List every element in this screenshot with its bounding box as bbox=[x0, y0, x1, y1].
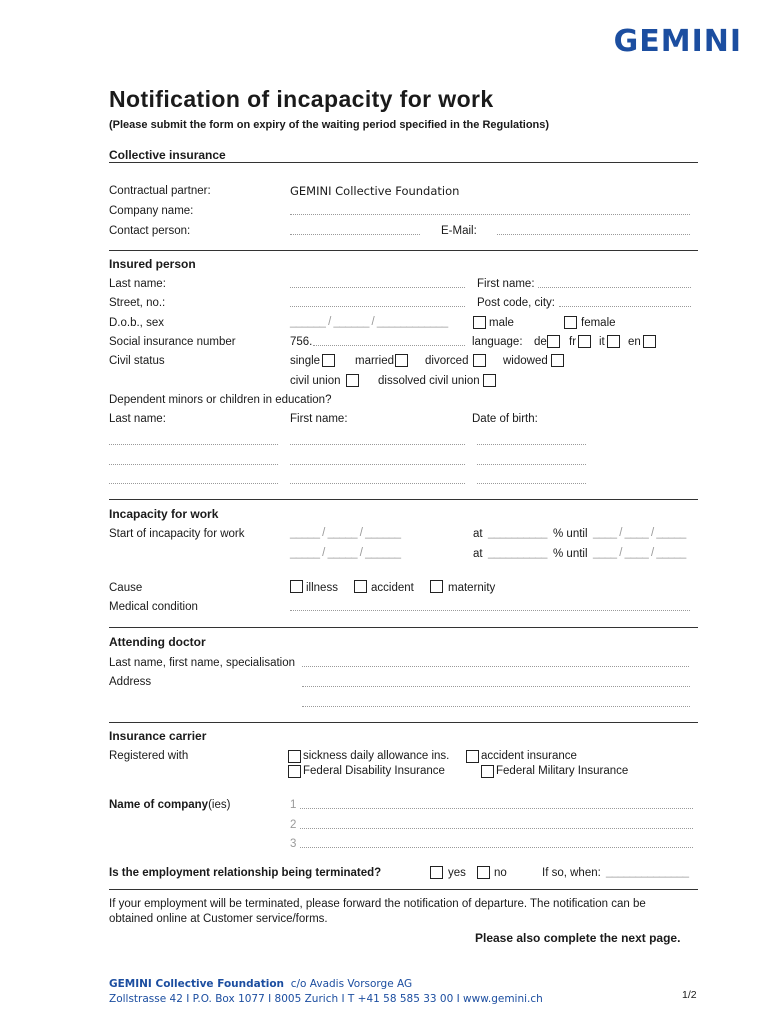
illness-checkbox[interactable] bbox=[290, 580, 303, 593]
section-insurance-carrier: Insurance carrier bbox=[109, 729, 207, 743]
section-incapacity-for-work: Incapacity for work bbox=[109, 507, 219, 521]
company-2-number: 2 bbox=[290, 819, 297, 831]
illness-label: illness bbox=[306, 582, 338, 594]
gemini-logo: GEMINI bbox=[613, 24, 742, 59]
section-divider bbox=[109, 250, 698, 251]
footer-address: Zollstrasse 42 I P.O. Box 1077 I 8005 Zurich I T +41 58 585 33 00 I www.gemini.ch bbox=[109, 993, 543, 1005]
lang-en-checkbox[interactable] bbox=[643, 335, 656, 348]
section-divider bbox=[109, 889, 698, 890]
footer-org-care-of: c/o Avadis Vorsorge AG bbox=[290, 978, 413, 990]
lang-fr-checkbox[interactable] bbox=[578, 335, 591, 348]
dependents-dob-label: Date of birth: bbox=[472, 413, 538, 425]
ssn-prefix: 756. bbox=[290, 336, 313, 348]
start-incapacity-label: Start of incapacity for work bbox=[109, 528, 245, 540]
section-collective-insurance: Collective insurance bbox=[109, 148, 226, 162]
federal-military-label: Federal Military Insurance bbox=[496, 765, 629, 777]
federal-disability-checkbox[interactable] bbox=[288, 765, 301, 778]
terminated-yes-checkbox[interactable] bbox=[430, 866, 443, 879]
footer-org-name: GEMINI Collective Foundation bbox=[109, 978, 285, 990]
last-name-field[interactable] bbox=[290, 287, 465, 288]
lang-de-checkbox[interactable] bbox=[547, 335, 560, 348]
dependents-last-name-label: Last name: bbox=[109, 413, 166, 425]
widowed-checkbox[interactable] bbox=[551, 354, 564, 367]
company-name-field[interactable] bbox=[290, 214, 690, 215]
section-divider bbox=[109, 499, 698, 500]
company-1-field[interactable] bbox=[300, 808, 693, 809]
company-3-number: 3 bbox=[290, 838, 297, 850]
first-name-field[interactable] bbox=[538, 287, 691, 288]
page-subtitle: (Please submit the form on expiry of the waiting period specified in the Regulations) bbox=[109, 119, 550, 131]
post-code-label: Post code, city: bbox=[477, 297, 555, 309]
dob-sex-label: D.o.b., sex bbox=[109, 317, 164, 329]
maternity-label: maternity bbox=[448, 582, 496, 594]
married-checkbox[interactable] bbox=[395, 354, 408, 367]
contact-person-label: Contact person: bbox=[109, 225, 191, 237]
doctor-address-field-1[interactable] bbox=[302, 686, 690, 687]
start-date-2-field[interactable]: _____ / _____ / ______ bbox=[290, 547, 401, 559]
terminated-no-checkbox[interactable] bbox=[477, 866, 490, 879]
at-label: at bbox=[473, 528, 483, 540]
doctor-address-field-2[interactable] bbox=[302, 706, 690, 707]
company-names-label-bold: Name of company bbox=[109, 799, 209, 811]
contractual-partner-label: Contractual partner: bbox=[109, 185, 211, 197]
medical-condition-label: Medical condition bbox=[109, 601, 198, 613]
lang-it-checkbox[interactable] bbox=[607, 335, 620, 348]
terminated-yes-label: yes bbox=[448, 867, 466, 879]
dependent-2-dob-field[interactable] bbox=[477, 464, 586, 465]
single-checkbox[interactable] bbox=[322, 354, 335, 367]
termination-info-text: If your employment will be terminated, please forward the notification of departure. The notification can be obtained online at Customer service/forms. bbox=[109, 898, 646, 925]
federal-disability-label: Federal Disability Insurance bbox=[303, 765, 445, 777]
lang-it-label: it bbox=[599, 336, 605, 348]
dependent-1-first-name-field[interactable] bbox=[290, 444, 465, 445]
lang-fr-label: fr bbox=[569, 336, 577, 348]
dependent-1-last-name-field[interactable] bbox=[109, 444, 278, 445]
lang-de-label: de bbox=[534, 336, 547, 348]
company-3-field[interactable] bbox=[300, 847, 693, 848]
first-name-label: First name: bbox=[477, 278, 535, 290]
sickness-allowance-checkbox[interactable] bbox=[288, 750, 301, 763]
single-label: single bbox=[290, 355, 321, 367]
male-label: male bbox=[489, 317, 514, 329]
accident-checkbox[interactable] bbox=[354, 580, 367, 593]
cause-label: Cause bbox=[109, 582, 143, 594]
divorced-label: divorced bbox=[425, 355, 469, 367]
dependents-first-name-label: First name: bbox=[290, 413, 348, 425]
percent-until-label: % until bbox=[553, 548, 588, 560]
divorced-checkbox[interactable] bbox=[473, 354, 486, 367]
accident-insurance-checkbox[interactable] bbox=[466, 750, 479, 763]
until-date-2-field[interactable]: ____ / ____ / _____ bbox=[593, 547, 686, 559]
lang-en-label: en bbox=[628, 336, 641, 348]
start-date-1-field[interactable]: _____ / _____ / ______ bbox=[290, 527, 401, 539]
street-label: Street, no.: bbox=[109, 297, 166, 309]
contact-person-field[interactable] bbox=[290, 234, 420, 235]
registered-with-label: Registered with bbox=[109, 750, 189, 762]
company-names-label-suffix: (ies) bbox=[208, 799, 231, 811]
sickness-allowance-label: sickness daily allowance ins. bbox=[303, 750, 450, 762]
terminated-no-label: no bbox=[494, 867, 507, 879]
last-name-label: Last name: bbox=[109, 278, 166, 290]
page-number: 1/2 bbox=[682, 989, 697, 1001]
termination-question: Is the employment relationship being terminated? bbox=[109, 867, 382, 879]
post-code-field[interactable] bbox=[559, 306, 691, 307]
dependent-3-dob-field[interactable] bbox=[477, 483, 586, 484]
at-percent-2-field[interactable]: __________ bbox=[488, 547, 547, 559]
at-percent-1-field[interactable]: __________ bbox=[488, 527, 547, 539]
maternity-checkbox[interactable] bbox=[430, 580, 443, 593]
street-field[interactable] bbox=[290, 306, 465, 307]
male-checkbox[interactable] bbox=[473, 316, 486, 329]
dissolved-union-label: dissolved civil union bbox=[378, 375, 480, 387]
dependent-1-dob-field[interactable] bbox=[477, 444, 586, 445]
percent-until-label: % until bbox=[553, 528, 588, 540]
dependents-question: Dependent minors or children in education? bbox=[109, 394, 332, 406]
footer-organization bbox=[109, 978, 412, 990]
dependent-3-first-name-field[interactable] bbox=[290, 483, 465, 484]
section-divider bbox=[109, 627, 698, 628]
dependent-3-last-name-field[interactable] bbox=[109, 483, 278, 484]
doctor-name-label: Last name, first name, specialisation bbox=[109, 657, 296, 669]
page-title: Notification of incapacity for work bbox=[109, 86, 494, 112]
language-label: language: bbox=[472, 336, 523, 348]
federal-military-checkbox[interactable] bbox=[481, 765, 494, 778]
civil-union-label: civil union bbox=[290, 375, 341, 387]
female-checkbox[interactable] bbox=[564, 316, 577, 329]
medical-condition-field[interactable] bbox=[290, 610, 690, 611]
ssn-field[interactable] bbox=[313, 345, 465, 346]
accident-insurance-label: accident insurance bbox=[481, 750, 577, 762]
until-date-1-field[interactable]: ____ / ____ / _____ bbox=[593, 527, 686, 539]
next-page-note: Please also complete the next page. bbox=[475, 931, 681, 945]
civil-union-checkbox[interactable] bbox=[346, 374, 359, 387]
section-attending-doctor: Attending doctor bbox=[109, 635, 206, 649]
email-field[interactable] bbox=[497, 234, 690, 235]
termination-date-label: If so, when: bbox=[542, 867, 601, 879]
dob-field[interactable]: ______ / ______ / ____________ bbox=[290, 316, 448, 328]
doctor-address-label: Address bbox=[109, 676, 152, 688]
company-2-field[interactable] bbox=[300, 828, 693, 829]
contractual-partner-value: GEMINI Collective Foundation bbox=[290, 184, 460, 198]
accident-label: accident bbox=[371, 582, 414, 594]
company-1-number: 1 bbox=[290, 799, 297, 811]
female-label: female bbox=[581, 317, 616, 329]
widowed-label: widowed bbox=[503, 355, 548, 367]
dependent-2-last-name-field[interactable] bbox=[109, 464, 278, 465]
section-insured-person: Insured person bbox=[109, 257, 196, 271]
company-name-label: Company name: bbox=[109, 205, 194, 217]
termination-date-field[interactable]: ______________ bbox=[606, 866, 689, 878]
section-divider bbox=[109, 162, 698, 163]
married-label: married bbox=[355, 355, 394, 367]
at-label: at bbox=[473, 548, 483, 560]
dissolved-union-checkbox[interactable] bbox=[483, 374, 496, 387]
section-divider bbox=[109, 722, 698, 723]
doctor-name-field[interactable] bbox=[302, 666, 689, 667]
ssn-label: Social insurance number bbox=[109, 336, 236, 348]
company-names-label bbox=[109, 799, 230, 811]
dependent-2-first-name-field[interactable] bbox=[290, 464, 465, 465]
email-label: E-Mail: bbox=[441, 225, 477, 237]
civil-status-label: Civil status bbox=[109, 355, 165, 367]
